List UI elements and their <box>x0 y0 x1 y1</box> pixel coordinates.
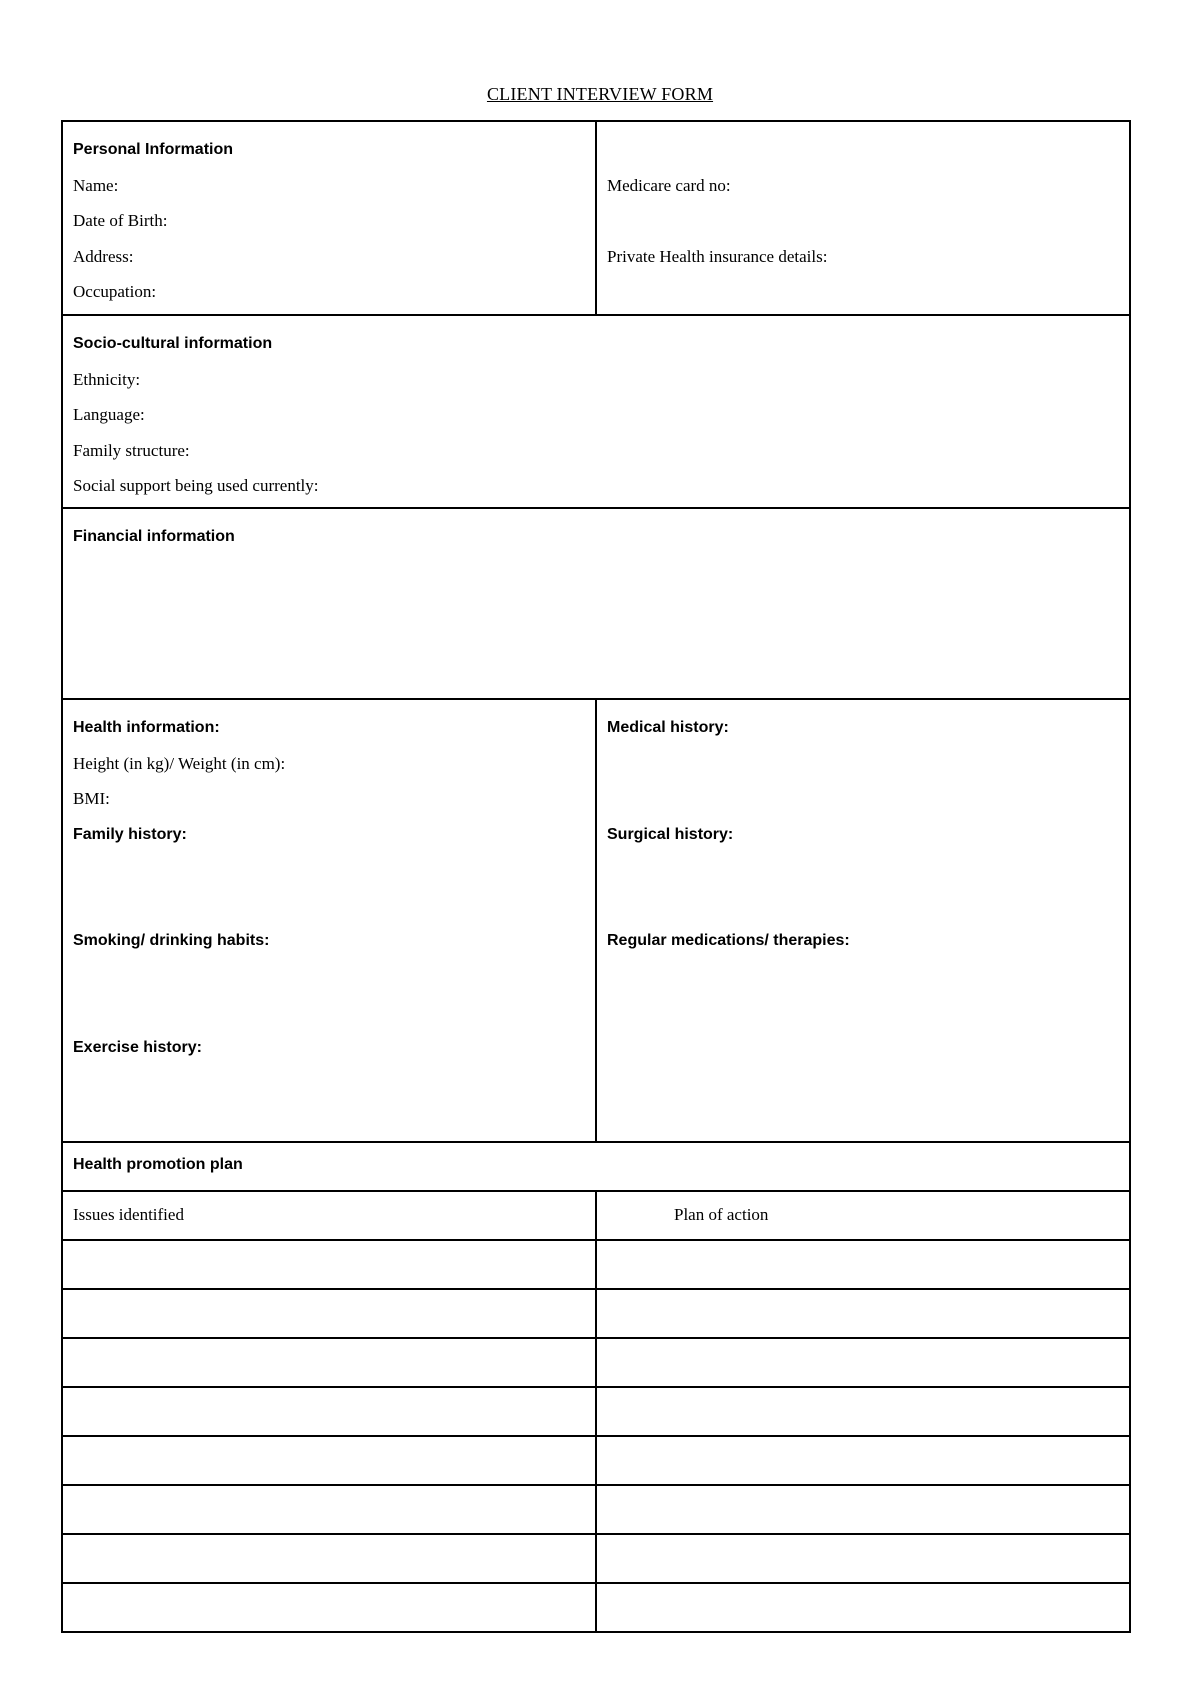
issues-identified-header-cell <box>63 1192 597 1239</box>
address-field[interactable]: Address: <box>73 246 134 266</box>
personal-information-left <box>63 122 597 314</box>
surgical-history-heading: Surgical history: <box>607 825 734 843</box>
exercise-history-heading: Exercise history: <box>73 1038 202 1056</box>
issue-cell[interactable] <box>63 1437 597 1484</box>
issue-cell[interactable] <box>63 1584 597 1631</box>
social-support-field[interactable]: Social support being used currently: <box>73 476 319 495</box>
plan-table-row <box>63 1535 1129 1584</box>
personal-information-section <box>63 122 1129 316</box>
issue-cell[interactable] <box>63 1535 597 1582</box>
plan-table-row <box>63 1486 1129 1535</box>
plan-table-row <box>63 1241 1129 1290</box>
occupation-field[interactable]: Occupation: <box>73 282 157 301</box>
action-cell[interactable] <box>597 1339 1129 1386</box>
socio-cultural-heading: Socio-cultural information <box>73 335 273 352</box>
language-field[interactable]: Language: <box>73 405 145 424</box>
action-cell[interactable] <box>597 1535 1129 1582</box>
issue-cell[interactable] <box>63 1339 597 1386</box>
family-structure-field[interactable]: Family structure: <box>73 440 190 460</box>
health-promotion-plan-heading-row <box>63 1143 1129 1192</box>
private-insurance-field[interactable]: Private Health insurance details: <box>607 246 828 266</box>
plan-table-header-row <box>63 1192 1129 1241</box>
medical-history-heading: Medical history: <box>607 719 729 736</box>
client-interview-form <box>61 120 1131 1633</box>
issue-cell[interactable] <box>63 1290 597 1337</box>
plan-table-row <box>63 1290 1129 1339</box>
personal-information-heading: Personal Information <box>73 141 234 158</box>
plan-table-body <box>63 1241 1129 1631</box>
height-weight-field[interactable]: Height (in kg)/ Weight (in cm): <box>73 753 286 773</box>
action-cell[interactable] <box>597 1584 1129 1631</box>
health-information-heading: Health information: <box>73 719 220 736</box>
plan-of-action-header: Plan of action <box>674 1205 769 1224</box>
socio-cultural-content <box>63 316 1129 507</box>
financial-content[interactable] <box>63 509 1129 698</box>
form-title: CLIENT INTERVIEW FORM <box>486 84 714 104</box>
action-cell[interactable] <box>597 1486 1129 1533</box>
issue-cell[interactable] <box>63 1388 597 1435</box>
issues-identified-header: Issues identified <box>73 1205 184 1224</box>
health-information-right <box>597 700 1129 1141</box>
plan-table-row <box>63 1388 1129 1437</box>
socio-cultural-section <box>63 316 1129 509</box>
financial-heading: Financial information <box>73 528 235 545</box>
name-field[interactable]: Name: <box>73 175 119 195</box>
smoking-drinking-heading: Smoking/ drinking habits: <box>73 932 270 949</box>
medicare-card-field[interactable]: Medicare card no: <box>607 175 731 195</box>
financial-section <box>63 509 1129 700</box>
health-information-left <box>63 700 597 1141</box>
regular-medications-heading: Regular medications/ therapies: <box>607 932 850 949</box>
health-promotion-plan-heading-cell <box>63 1143 1129 1190</box>
action-cell[interactable] <box>597 1290 1129 1337</box>
issue-cell[interactable] <box>63 1241 597 1288</box>
plan-of-action-header-cell <box>597 1192 1129 1239</box>
plan-table-row <box>63 1584 1129 1631</box>
personal-information-right <box>597 122 1129 314</box>
bmi-field[interactable]: BMI: <box>73 789 110 808</box>
family-history-heading: Family history: <box>73 825 187 843</box>
action-cell[interactable] <box>597 1241 1129 1288</box>
health-promotion-plan-heading: Health promotion plan <box>73 1156 243 1173</box>
action-cell[interactable] <box>597 1388 1129 1435</box>
health-section <box>63 700 1129 1143</box>
action-cell[interactable] <box>597 1437 1129 1484</box>
plan-table-row <box>63 1437 1129 1486</box>
issue-cell[interactable] <box>63 1486 597 1533</box>
ethnicity-field[interactable]: Ethnicity: <box>73 369 141 389</box>
plan-table-row <box>63 1339 1129 1388</box>
date-of-birth-field[interactable]: Date of Birth: <box>73 211 168 230</box>
